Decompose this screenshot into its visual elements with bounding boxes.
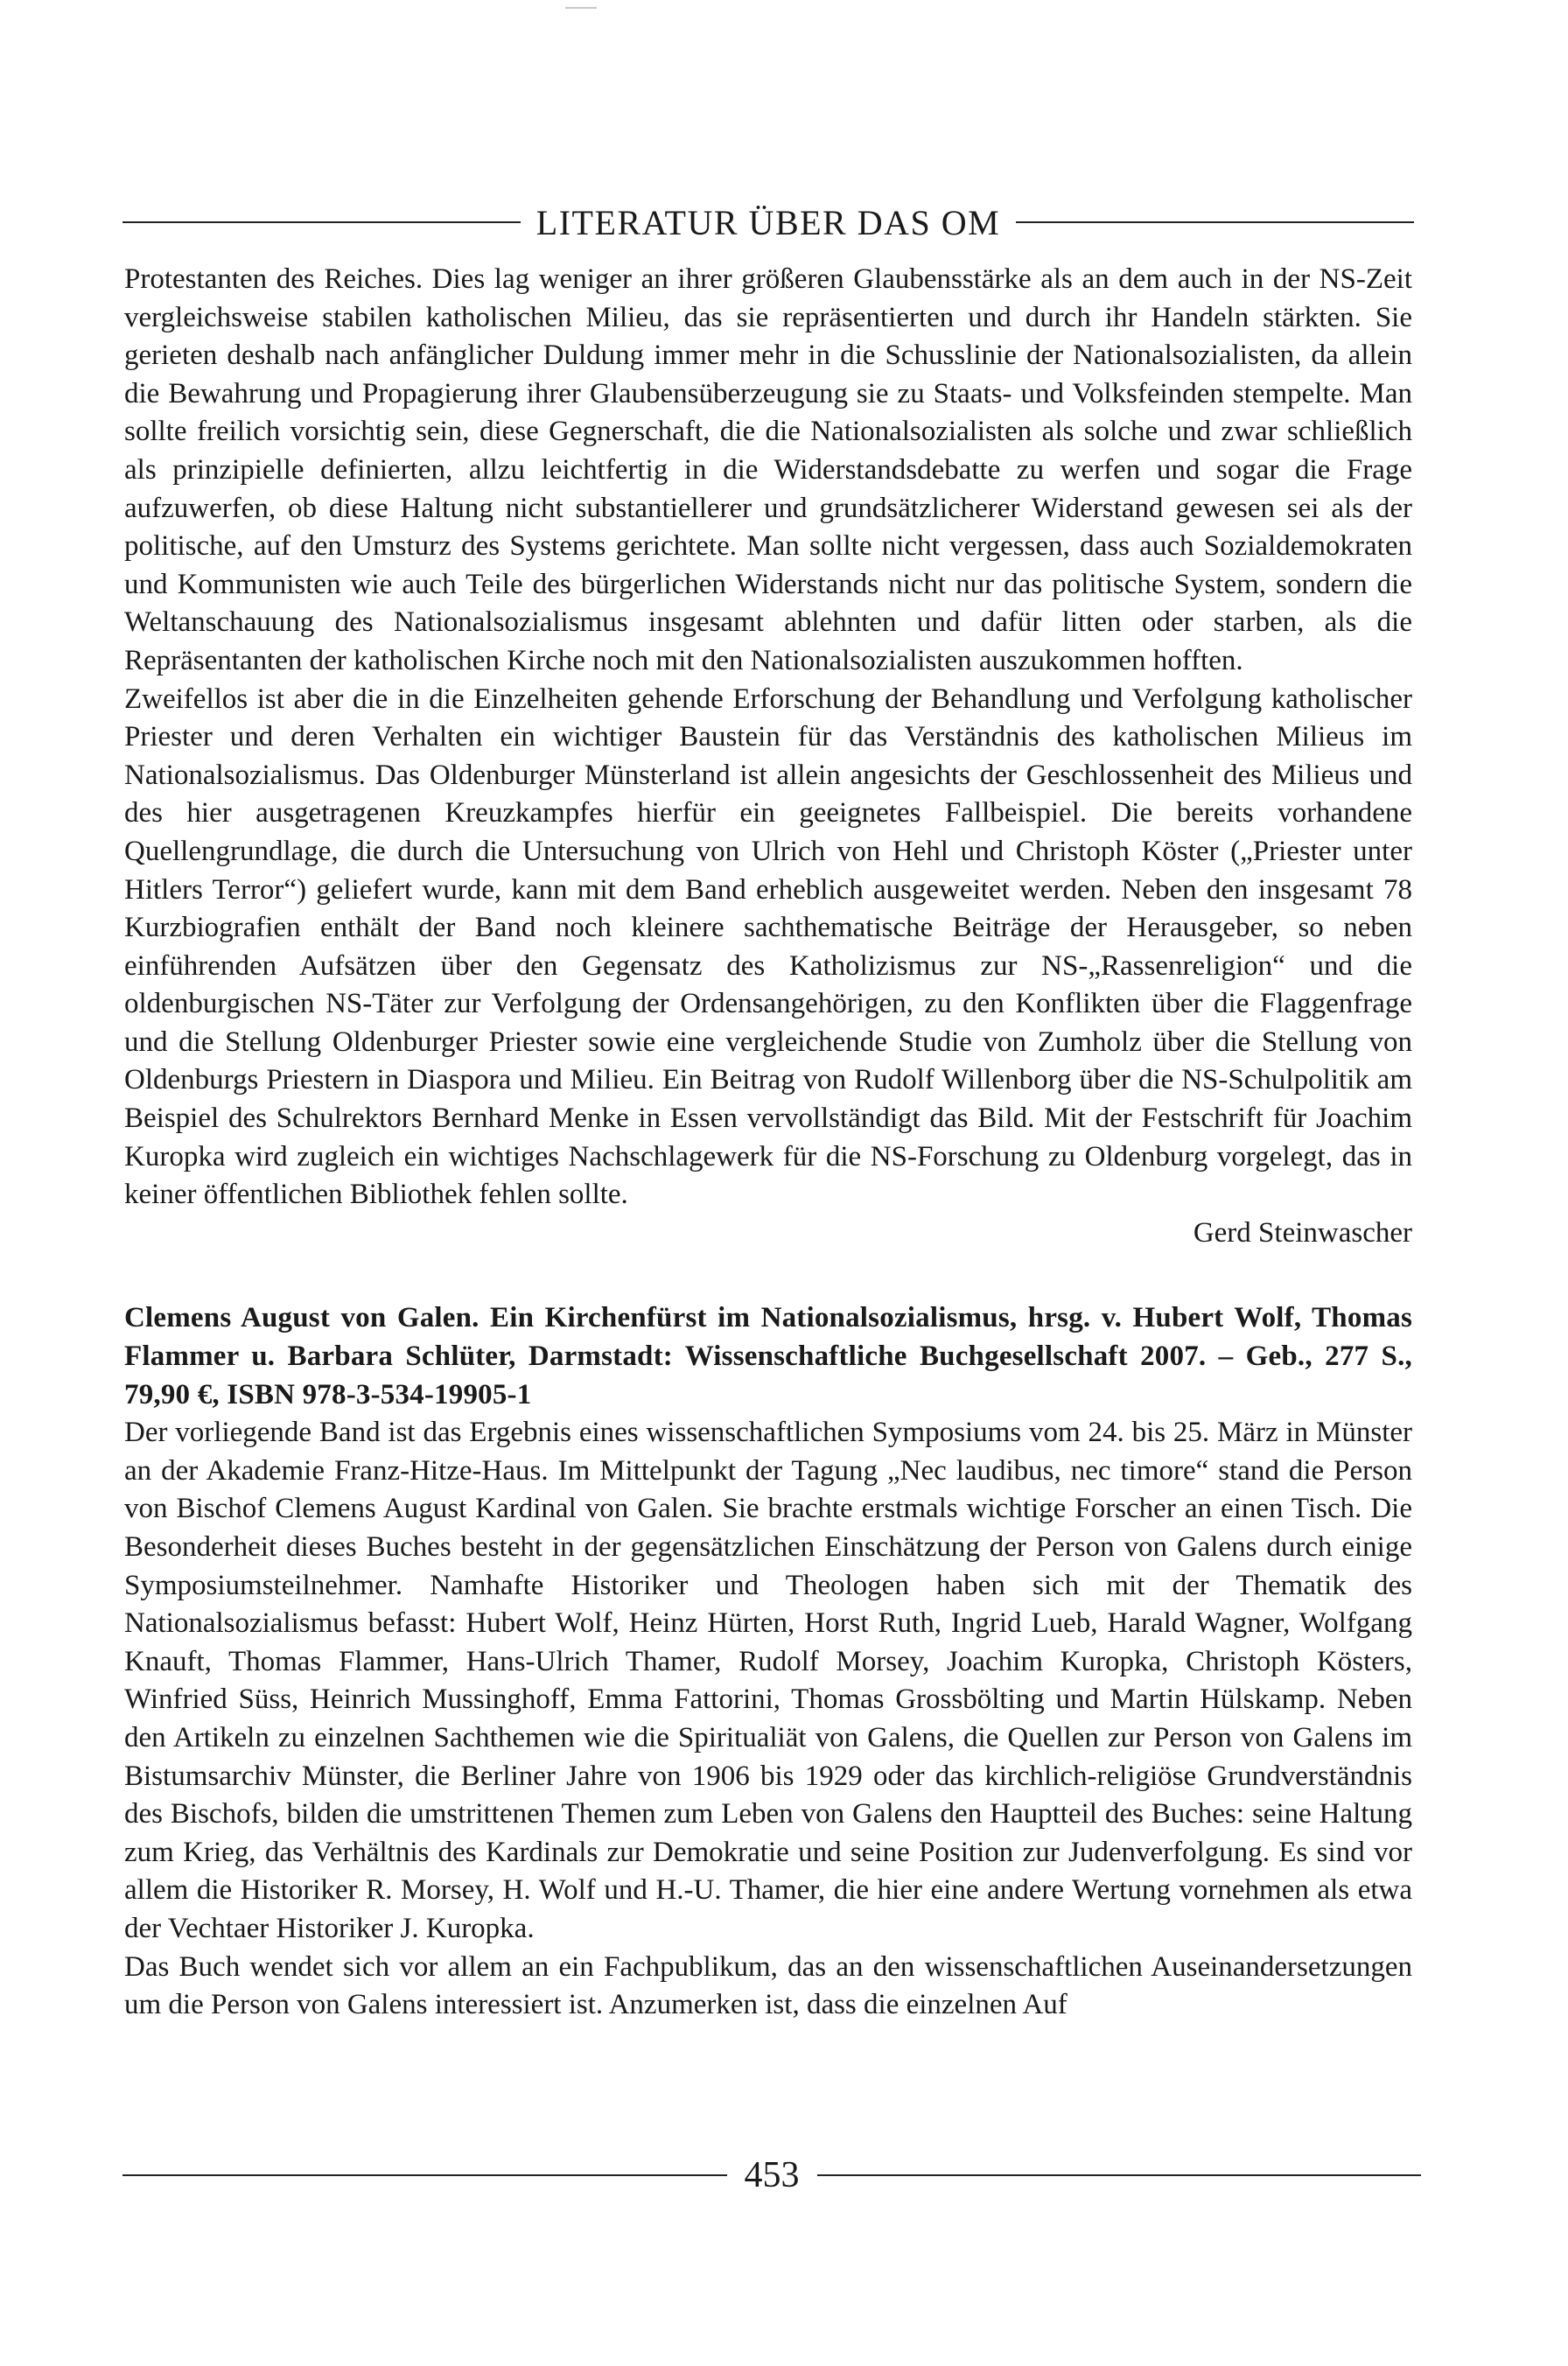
header-rule-left bbox=[122, 221, 521, 223]
header-rule-right bbox=[1016, 221, 1414, 223]
running-header-title: LITERATUR ÜBER DAS OM bbox=[536, 202, 1001, 242]
paragraph: Protestanten des Reiches. Dies lag weniger an ihrer größeren Glaubensstärke als an dem auch in der NS-Zeit vergleichsweise stabilen katholischen Milieu, das sie repräsentierten und durch ihr Handeln stärkten. Sie gerieten deshalb nach anfänglicher Duldung immer mehr in die Schusslinie der Nationalsozialisten, da allein die Bewahrung und Propagierung ihrer Glaubensüberzeugung sie zu Staats- und Volksfeinden stempelte. Man sollte freilich vorsichtig sein, diese Gegnerschaft, die die Nationalsozialisten als solche und zwar schließlich als prinzipielle definierten, allzu leichtfertig in die Widerstandsdebatte zu werfen und sogar die Frage aufzuwerfen, ob diese Haltung nicht substantiellerer und grundsätzlicherer Widerstand gewesen sei als der politische, auf den Umsturz des Systems gerichtete. Man sollte nicht vergessen, dass auch Sozialdemokraten und Kommunisten wie auch Teile des bürgerlichen Widerstands nicht nur das politische System, sondern die Weltanschauung des Nationalsozialismus insgesamt ablehnten und dafür litten oder starben, als die Repräsentanten der katholischen Kirche noch mit den Nationalsozialisten auszukommen hofften. bbox=[124, 263, 1412, 676]
paragraph: Der vorliegende Band ist das Ergebnis eines wissenschaftlichen Symposiums vom 24. bis 25. März in Münster an der Akademie Franz-Hitze-Haus. Im Mittelpunkt der Tagung „Nec laudibus, nec timore“ stand die Person von Bischof Clemens August Kardinal von Galen. Sie brachte erstmals wichtige Forscher an einen Tisch. Die Besonderheit dieses Buches besteht in der gegensätzlichen Einschätzung der Person von Galens durch einige Symposiumsteilnehmer. Namhafte Historiker und Theologen haben sich mit der Thematik des Nationalsozialismus befasst: Hubert Wolf, Heinz Hürten, Horst Ruth, Ingrid Lueb, Harald Wagner, Wolfgang Knauft, Thomas Flammer, Hans-Ulrich Thamer, Rudolf Morsey, Joachim Kuropka, Christoph Kösters, Winfried Süss, Heinrich Mussinghoff, Emma Fattorini, Thomas Grossbölting und Martin Hülskamp. Neben den Artikeln zu einzelnen Sachthemen wie die Spiritualiät von Galens, die Quellen zur Person von Galens im Bistumsarchiv Münster, die Berliner Jahre von 1906 bis 1929 oder das kirchlich-religiöse Grundverständnis des Bischofs, bilden die umstrittenen Themen zum Leben von Galens den Hauptteil des Buches: seine Haltung zum Krieg, das Verhältnis des Kardinals zur Demokratie und seine Position zur Judenverfolgung. Es sind vor allem die Historiker R. Morsey, H. Wolf und H.-U. Thamer, die hier eine andere Wertung vornehmen als etwa der Vechtaer Historiker J. Kuropka. bbox=[124, 1417, 1412, 1944]
footer-rule-right bbox=[817, 2174, 1422, 2176]
page-body bbox=[124, 261, 1412, 2025]
scan-mark bbox=[565, 7, 597, 9]
section-spacer bbox=[124, 1252, 1412, 1299]
running-header bbox=[122, 198, 1414, 247]
review-heading: Clemens August von Galen. Ein Kirchenfürst im Nationalsozialismus, hrsg. v. Hubert Wolf, Thomas Flammer u. Barbara Schlüter, Darmstadt: Wissenschaftliche Buchgesellschaft 2007. – Geb., 277 S., 79,90 €, ISBN 978-3-534-19905-1 bbox=[124, 1302, 1412, 1410]
paragraph: Zweifellos ist aber die in die Einzelheiten gehende Erforschung der Behandlung und Verfolgung katholischer Priester und deren Verhalten ein wichtiger Baustein für das Verständnis des katholischen Milieus im Nationalsozialismus. Das Oldenburger Münsterland ist allein angesichts der Geschlossenheit des Milieus und des hier ausgetragenen Kreuzkampfes hierfür ein geeignetes Fallbeispiel. Die bereits vorhandene Quellengrundlage, die durch die Untersuchung von Ulrich von Hehl und Christoph Köster („Priester unter Hitlers Terror“) geliefert wurde, kann mit dem Band erheblich ausgeweitet werden. Neben den insgesamt 78 Kurzbiografien enthält der Band noch kleinere sachthematische Beiträge der Herausgeber, so neben einführenden Aufsätzen über den Gegensatz des Katholizismus zur NS-„Rassenreligion“ und die oldenburgischen NS-Täter zur Verfolgung der Ordensangehörigen, zu den Konflikten über die Flaggenfrage und die Stellung Oldenburger Priester sowie eine vergleichende Studie von Zumholz über die Stellung von Oldenburgs Priestern in Diaspora und Milieu. Ein Beitrag von Rudolf Willenborg über die NS-Schulpolitik am Beispiel des Schulrektors Bernhard Menke in Essen vervollständigt das Bild. Mit der Festschrift für Joachim Kuropka wird zugleich ein wichtiges Nachschlagewerk für die NS-Forschung zu Oldenburg vorgelegt, das in keiner öffentlichen Bibliothek fehlen sollte. bbox=[124, 682, 1412, 1211]
page-footer bbox=[122, 2149, 1421, 2202]
footer-rule-left bbox=[122, 2174, 727, 2176]
review-author: Gerd Steinwascher bbox=[1193, 1216, 1412, 1249]
page-number: 453 bbox=[744, 2155, 800, 2195]
paragraph: Das Buch wendet sich vor allem an ein Fachpublikum, das an den wissenschaftlichen Auseinandersetzungen um die Person von Galens interessiert ist. Anzumerken ist, dass die einzelnen Auf bbox=[124, 1950, 1412, 2021]
